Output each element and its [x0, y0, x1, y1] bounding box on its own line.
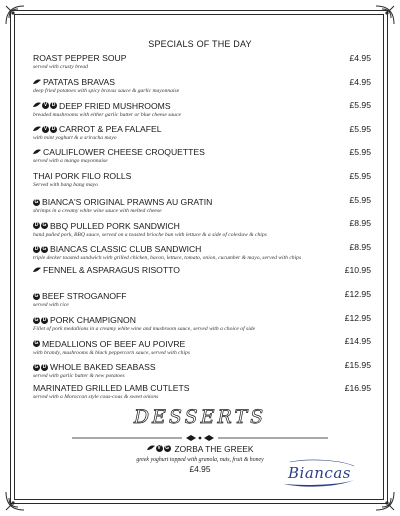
dietary-icons: [33, 364, 48, 371]
vegan-leaf-icon: [33, 102, 41, 108]
item-name: MARINATED GRILLED LAMB CUTLETS: [33, 383, 190, 394]
vegetarian-icon: V: [157, 445, 161, 451]
corner-ornament-icon: [4, 4, 26, 26]
item-description: Fillet of pork medallions in a creamy white wine and mushroom sauce, served with a choice of side: [33, 326, 256, 333]
gluten-free-icon: G: [34, 340, 39, 347]
item-name: BEEF STROGANOFF: [42, 291, 127, 302]
item-description: hand pulled pork, BBQ sauce, served on a toasted brioche bun with lettuce & a side of coleslaw & chips: [33, 231, 267, 238]
item-description: served with crusty bread: [33, 64, 88, 70]
menu-item: [33, 242, 371, 266]
vegan-leaf-icon: [33, 149, 41, 155]
item-price: £5.95: [349, 123, 371, 134]
item-name: BIANCAS CLASSIC CLUB SANDWICH: [50, 244, 202, 255]
dietary-icons: [33, 79, 41, 85]
vegetarian-icon: V: [43, 102, 48, 109]
menu-item: [33, 171, 371, 195]
item-name: MEDALLIONS OF BEEF AU POIVRE: [42, 338, 186, 349]
item-price: £5.95: [349, 147, 371, 158]
item-description: breaded mushrooms with either garlic butter or blue cheese sauce: [33, 111, 181, 118]
menu-item: [33, 313, 371, 337]
item-price: £16.95: [344, 383, 371, 394]
item-description: Served with bang bang mayo: [33, 181, 98, 188]
item-name: CARROT & PEA FALAFEL: [59, 124, 162, 135]
dietary-icons: [33, 293, 40, 300]
item-name: BIANCA'S ORIGINAL PRAWNS AU GRATIN: [42, 197, 213, 208]
dietary-icons: [33, 149, 41, 155]
item-price: £8.95: [349, 241, 371, 252]
menu-item: [33, 218, 371, 242]
item-description: with brandy, mushrooms & black peppercorn sauce, served with chips: [33, 349, 190, 356]
item-description: served with garlic butter & new potatoes: [33, 373, 125, 380]
item-description: triple decker toasted sandwich with grilled chicken, bacon, lettuce, tomato, onion, cucumber & mayo, served with chips: [33, 255, 302, 262]
item-description: with mint yoghurt & a sriracha mayo: [33, 135, 117, 142]
item-price: £15.95: [344, 359, 371, 370]
gluten-free-icon: G: [165, 445, 169, 451]
corner-ornament-icon: [4, 490, 26, 512]
item-name: PATATAS BRAVAS: [43, 76, 115, 87]
gluten-free-icon: G: [42, 245, 47, 252]
dairy-free-icon: D: [51, 102, 56, 109]
menu-item: [33, 289, 371, 313]
corner-ornament-icon: [374, 4, 396, 26]
dietary-icons: [33, 340, 40, 347]
menu-item: [33, 195, 371, 219]
item-name: ROAST PEPPER SOUP: [33, 53, 127, 63]
specials-list: [33, 53, 371, 407]
item-name: BBQ PULLED PORK SANDWICH: [50, 220, 180, 231]
item-price: £10.95: [344, 265, 371, 276]
vegan-leaf-icon: [147, 445, 155, 451]
menu-item: [33, 147, 371, 171]
menu-item: [33, 53, 371, 77]
item-name: DEEP FRIED MUSHROOMS: [59, 100, 171, 111]
menu-item: [33, 360, 371, 384]
item-description: deep fried potatoes with spicy bravas sauce & garlic mayonnaise: [33, 87, 180, 94]
item-price: £4.95: [349, 76, 371, 87]
item-description: served with rice: [33, 302, 69, 309]
menu-item: [33, 100, 371, 124]
dairy-free-icon: D: [42, 316, 47, 323]
item-description: shrimps in a creamy white wine sauce with melted cheese: [33, 208, 162, 215]
item-price: £4.95: [349, 53, 371, 63]
gluten-free-icon: G: [42, 222, 47, 229]
menu-item: [33, 77, 371, 101]
dietary-icons: [147, 445, 171, 452]
biancas-logo: [280, 458, 358, 488]
item-price: £14.95: [344, 336, 371, 347]
item-name: THAI PORK FILO ROLLS: [33, 170, 132, 181]
vegetarian-icon: V: [43, 125, 48, 132]
logo-wordmark: Biancas: [288, 464, 351, 482]
menu-item: [33, 124, 371, 148]
desserts-title: DESSERTS: [133, 406, 267, 428]
dietary-icons: [33, 317, 48, 324]
item-price: £5.95: [349, 194, 371, 205]
item-description: served with a mango mayonnaise: [33, 158, 108, 165]
menu-item: [33, 383, 371, 407]
menu-item: [33, 265, 371, 289]
item-price: £5.95: [349, 170, 371, 181]
item-name: CAULIFLOWER CHEESE CROQUETTES: [43, 147, 205, 158]
vegan-leaf-icon: [33, 79, 41, 85]
vegan-leaf-icon: [33, 267, 41, 273]
dessert-name: ZORBA THE GREEK: [174, 443, 254, 454]
page-title: SPECIALS OF THE DAY: [148, 39, 252, 49]
dessert-price: £4.95: [189, 464, 211, 474]
dietary-icons: [33, 126, 57, 133]
item-price: £12.95: [344, 288, 371, 299]
corner-ornament-icon: [374, 490, 396, 512]
dietary-icons: [33, 102, 57, 109]
item-price: £12.95: [344, 312, 371, 323]
vegan-leaf-icon: [33, 126, 41, 132]
dairy-free-icon: D: [34, 245, 39, 252]
dietary-icons: [33, 199, 40, 206]
item-price: £5.95: [349, 100, 371, 111]
dairy-free-icon: D: [51, 125, 56, 132]
gluten-free-icon: G: [34, 316, 39, 323]
item-price: £8.95: [349, 218, 371, 229]
dietary-icons: [33, 267, 41, 273]
item-name: FENNEL & ASPARAGUS RISOTTO: [43, 265, 180, 276]
menu-item: [33, 336, 371, 360]
item-name: WHOLE BAKED SEABASS: [50, 362, 156, 373]
gluten-free-icon: G: [34, 198, 39, 205]
dietary-icons: [33, 246, 48, 253]
dairy-free-icon: D: [42, 363, 47, 370]
dietary-icons: [33, 222, 48, 229]
dairy-free-icon: D: [34, 222, 39, 229]
item-name: PORK CHAMPIGNON: [50, 315, 136, 326]
gluten-free-icon: G: [34, 292, 39, 299]
dessert-description: greek yoghurt topped with granola, nuts, fruit & honey: [136, 457, 264, 463]
item-description: served with a Moroccan style cous-cous & sweet onions: [33, 394, 159, 401]
gluten-free-icon: G: [34, 363, 39, 370]
